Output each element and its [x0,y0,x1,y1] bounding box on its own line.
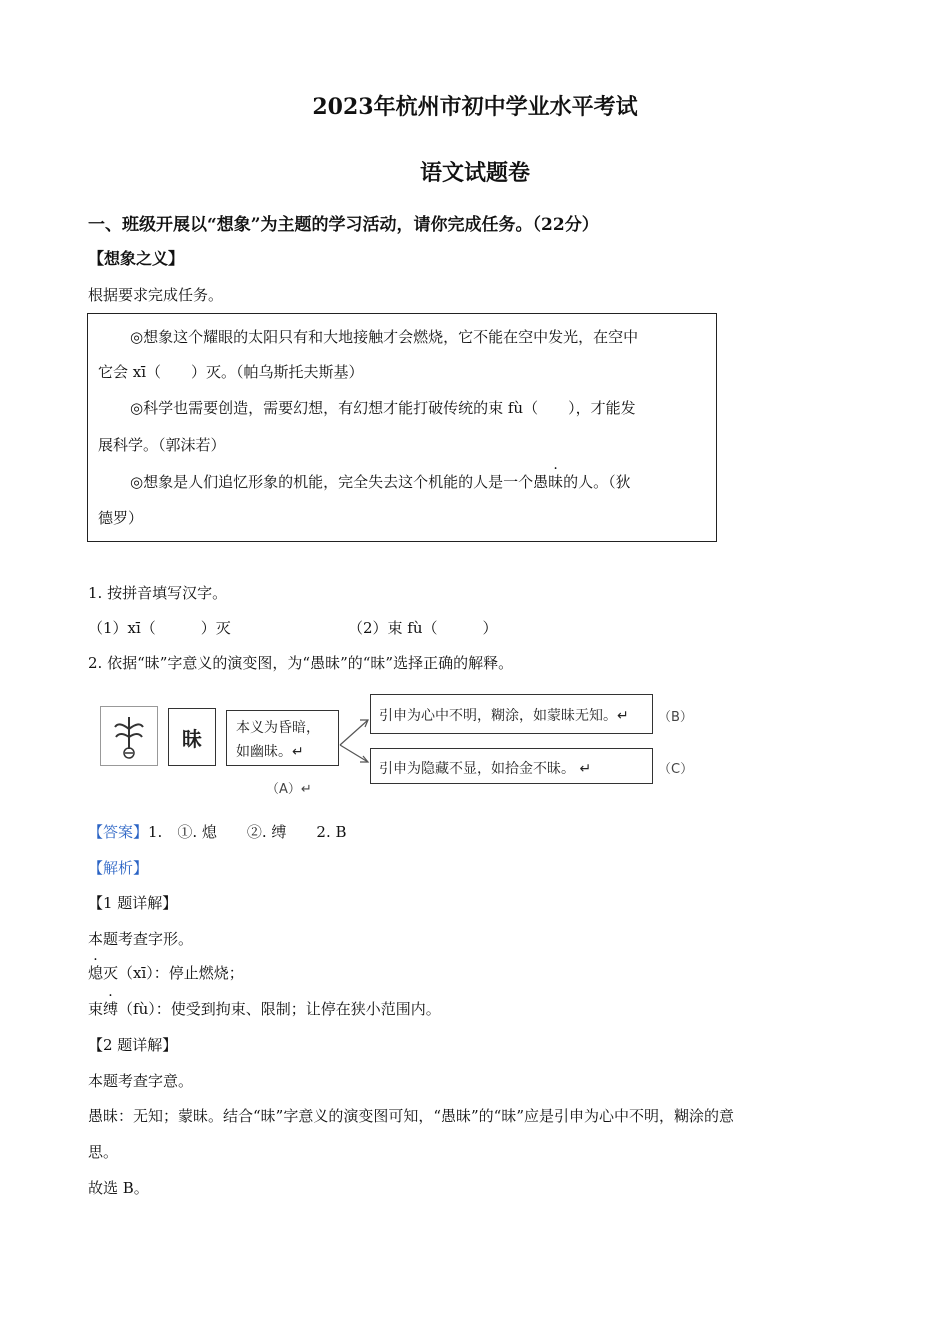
detail-2-line-3: 故选 B。 [88,1179,149,1197]
branch-b-label: （B） [658,710,693,725]
quote-1-line-2: 它会 xī（ ）灭。（帕乌斯托夫斯基） [98,363,364,381]
quote-2-line-2: 展科学。（郭沫若） [98,436,226,454]
character-box: 昧 [168,708,216,766]
analysis-tag: 【解析】 [88,859,149,877]
section-label: 【想象之义】 [88,249,185,268]
detail-1-line-1-text: 灭（xī）：停止燃烧； [103,964,244,982]
task-1-blank-1: （1）xī（ ）灭 [88,619,231,637]
quote-box [87,313,717,542]
answer-text: 1. ①. 熄 ②. 缚 2. B [148,823,347,841]
branch-b-text: 引申为心中不明，糊涂，如蒙昧无知。↵ [379,708,629,724]
ancient-glyph-image [100,706,158,766]
page-title: 2023年杭州市初中学业水平考试 [312,94,638,120]
sprout-sun-icon [101,707,157,765]
detail-2-line-2: 思。 [88,1143,119,1161]
answer-line [88,821,347,842]
origin-label: （A）↵ [266,782,312,797]
branch-c-text: 引申为隐藏不显，如拾金不昧。 ↵ [379,761,592,777]
page-subtitle: 语文试题卷 [419,160,530,186]
quote-3-line-1 [130,471,631,492]
detail-1-line-1 [88,962,244,983]
emphasis-char: 缚 [103,1000,119,1018]
detail-1-line-2-pre: 束 [88,1000,104,1018]
branch-c-label: （C） [658,762,694,777]
task-1-blank-2: （2）束 fù（ ） [348,619,498,637]
task-2-prompt: 2. 依据“昧”字意义的演变图，为“愚昧”的“昧”选择正确的解释。 [88,654,514,672]
quote-3-text-a: ◎想象是人们追忆形象的机能，完全失去这个机能的人是一个愚 [130,473,549,491]
detail-2-line-1: 愚昧：无知；蒙昧。结合“昧”字意义的演变图可知，“愚昧”的“昧”应是引申为心中不明，糊涂的意 [88,1107,735,1125]
branch-b-box [370,694,653,734]
origin-meaning-box [226,710,339,766]
task-1-prompt: 1. 按拼音填写汉字。 [88,584,228,602]
detail-1-line-2-text: （fù）：使受到拘束、限制；让停在狭小范围内。 [118,1000,441,1018]
emphasis-char: 熄 [88,964,104,982]
quote-3-text-b: 的人。（狄 [563,473,631,491]
evolution-diagram [98,690,698,800]
origin-line-1: 本义为昏暗， [236,720,320,736]
detail-2-intro: 本题考查字意。 [88,1072,194,1090]
answer-tag: 【答案】 [88,823,149,841]
branch-arrows [338,710,374,780]
origin-line-2: 如幽昧。↵ [236,744,304,760]
instruction-text: 根据要求完成任务。 [88,286,224,304]
question-heading: 一、班级开展以“想象”为主题的学习活动，请你完成任务。（22分） [88,215,599,235]
emphasis-char: 昧 [548,473,564,491]
branch-c-box [370,748,653,784]
quote-1-line-1: ◎想象这个耀眼的太阳只有和大地接触才会燃烧，它不能在空中发光，在空中 [130,328,639,346]
detail-1-intro: 本题考查字形。 [88,930,194,948]
quote-2-line-1: ◎科学也需要创造，需要幻想，有幻想才能打破传统的束 fù（ ），才能发 [130,399,636,417]
detail-2-heading: 【2 题详解】 [88,1036,178,1054]
detail-1-heading: 【1 题详解】 [88,894,178,912]
quote-3-line-2: 德罗） [98,509,144,527]
detail-1-line-2 [88,998,441,1019]
